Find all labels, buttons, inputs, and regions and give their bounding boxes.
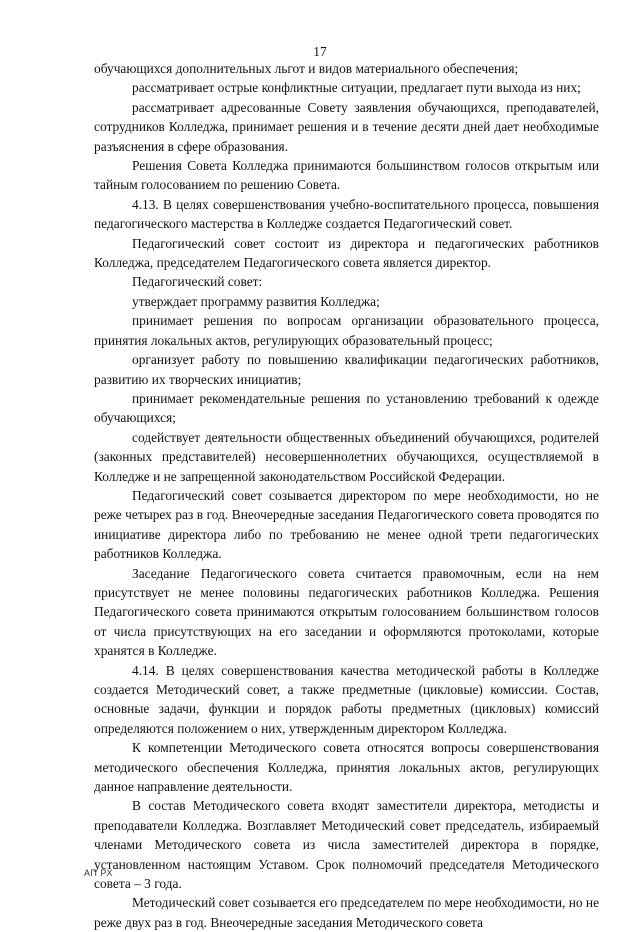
paragraph: рассматривает адресованные Совету заявления обучающихся, преподавателей, сотрудников Колледжа, принимает решения и в течение десяти дней дает необходимые разъяснения в сфере образования. xyxy=(94,99,599,154)
paragraph: 4.14. В целях совершенствования качества методической работы в Колледже создается Методический совет, а также предметные (цикловые) комиссии. Состав, основные задачи, функции и порядок работы предметных (цикловых) комиссий определяются положением о них, утвержденным директором Колледжа. xyxy=(94,662,599,736)
paragraph: Решения Совета Колледжа принимаются большинством голосов открытым или тайным голосованием по решению Совета. xyxy=(94,158,599,193)
paragraph: Заседание Педагогического совета считается правомочным, если на нем присутствует не менее половины педагогических работников Колледжа. Решения Педагогического совета принимаются открытым голосованием большинством голосов от числа присутствующих на его заседании и оформляются протоколами, которые хранятся в Колледже. xyxy=(94,565,599,659)
footer-mark: АП РХ xyxy=(84,868,113,878)
paragraph: В состав Методического совета входят заместители директора, методисты и преподаватели Колледжа. Возглавляет Методический совет председатель, избираемый членами Методического совета из числа заместителей директора в порядке, установленном настоящим Уставом. Срок полномочий председателя Методического совета – 3 года. xyxy=(94,798,599,892)
paragraph: утверждает программу развития Колледжа; xyxy=(132,293,380,309)
paragraph: принимает рекомендательные решения по установлению требований к одежде обучающихся; xyxy=(94,390,599,426)
paragraph: Педагогический совет состоит из директора и педагогических работников Колледжа, председателем Педагогического совета является директор. xyxy=(94,235,599,271)
paragraph: Методический совет созывается его председателем по мере необходимости, но не реже двух раз в год. Внеочередные заседания Методического совета xyxy=(94,895,600,930)
paragraph: Педагогический совет созывается директором по мере необходимости, но не реже четырех раз в год. Внеочередные заседания Педагогического совета проводятся по инициативе директора либо по требованию не менее одной трети педагогических работников Колледжа. xyxy=(94,487,599,562)
paragraph: принимает решения по вопросам организации образовательного процесса, принятия локальных актов, регулирующих образовательный процесс; xyxy=(94,313,599,348)
paragraph: Педагогический совет: xyxy=(132,274,263,290)
paragraph: организует работу по повышению квалификации педагогических работников, развитию их творческих инициатив; xyxy=(94,352,599,387)
document-body xyxy=(94,59,599,932)
paragraph: К компетенции Методического совета относятся вопросы совершенствования методического обеспечения Колледжа, принятия локальных актов, регулирующих данное направление деятельности. xyxy=(94,740,599,795)
paragraph: содействует деятельности общественных объединений обучающихся, родителей (законных представителей) несовершеннолетних обучающихся, осуществляемой в Колледже и не запрещенной законодательством Российской Федерации. xyxy=(94,429,599,484)
paragraph: рассматривает острые конфликтные ситуации, предлагает пути выхода из них; xyxy=(132,80,581,96)
paragraph: 4.13. В целях совершенствования учебно-воспитательного процесса, повышения педагогического мастерства в Колледже создается Педагогический совет. xyxy=(94,196,599,232)
page-number: 17 xyxy=(313,44,327,59)
paragraph: обучающихся дополнительных льгот и видов материального обеспечения; xyxy=(94,61,519,76)
